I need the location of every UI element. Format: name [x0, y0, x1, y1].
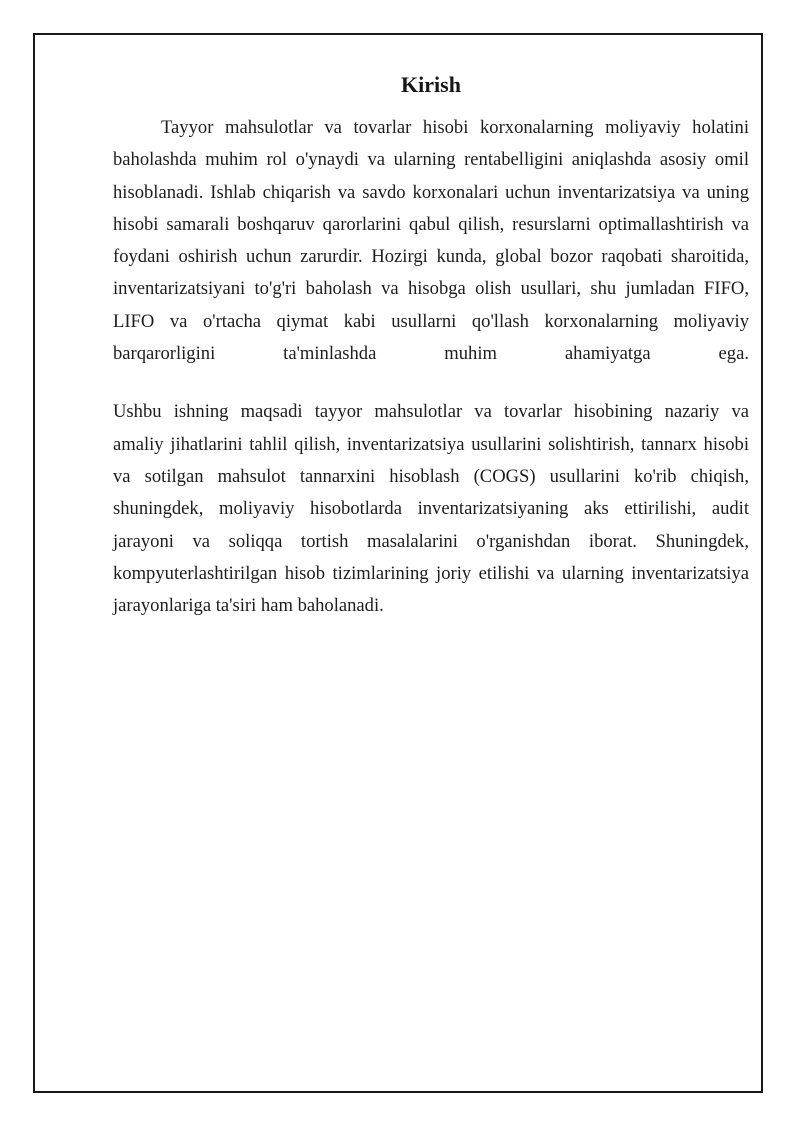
text-line: LIFO va o'rtacha qiymat kabi usullarni qo'llash korxonalarning moliyaviy [113, 310, 749, 332]
text-line: hisoblanadi. Ishlab chiqarish va savdo korxonalari uchun inventarizatsiya va uning [113, 181, 749, 203]
text-line: hisobi samarali boshqaruv qarorlarini qabul qilish, resurslarni optimallashtirish va [113, 213, 749, 235]
page-title: Kirish [401, 72, 461, 97]
intro-paragraph-1 [113, 112, 749, 370]
paragraphs-container [113, 112, 749, 622]
text-line: baholashda muhim rol o'ynaydi va ularning rentabelligini aniqlashda asosiy omil [113, 149, 749, 171]
intro-paragraph-2 [113, 396, 749, 622]
text-line: shuningdek, moliyaviy hisobotlarda inventarizatsiyaning aks ettirilishi, audit [113, 498, 749, 520]
text-line: foydani oshirish uchun zarurdir. Hozirgi kunda, global bozor raqobati sharoitida, [113, 246, 749, 268]
text-line: jarayonlariga ta'siri ham baholanadi. [113, 595, 384, 617]
text-line: va sotilgan mahsulot tannarxini hisoblash (COGS) usullarini ko'rib chiqish, [113, 465, 749, 487]
page-content [113, 70, 749, 622]
text-line: barqarorligini ta'minlashda muhim ahamiyatga ega. [113, 343, 749, 365]
text-line: amaliy jihatlarini tahlil qilish, inventarizatsiya usullarini solishtirish, tannarx hisobi [113, 433, 749, 455]
text-line: kompyuterlashtirilgan hisob tizimlarining joriy etilishi va ularning inventarizatsiya [113, 562, 749, 584]
text-line: jarayoni va soliqqa tortish masalalarini o'rganishdan iborat. Shuningdek, [113, 530, 749, 552]
text-line: inventarizatsiyani to'g'ri baholash va hisobga olish usullari, shu jumladan FIFO, [113, 278, 749, 300]
text-line: Tayyor mahsulotlar va tovarlar hisobi korxonalarning moliyaviy holatini [161, 117, 749, 138]
text-line: Ushbu ishning maqsadi tayyor mahsulotlar va tovarlar hisobining nazariy va [113, 401, 749, 423]
